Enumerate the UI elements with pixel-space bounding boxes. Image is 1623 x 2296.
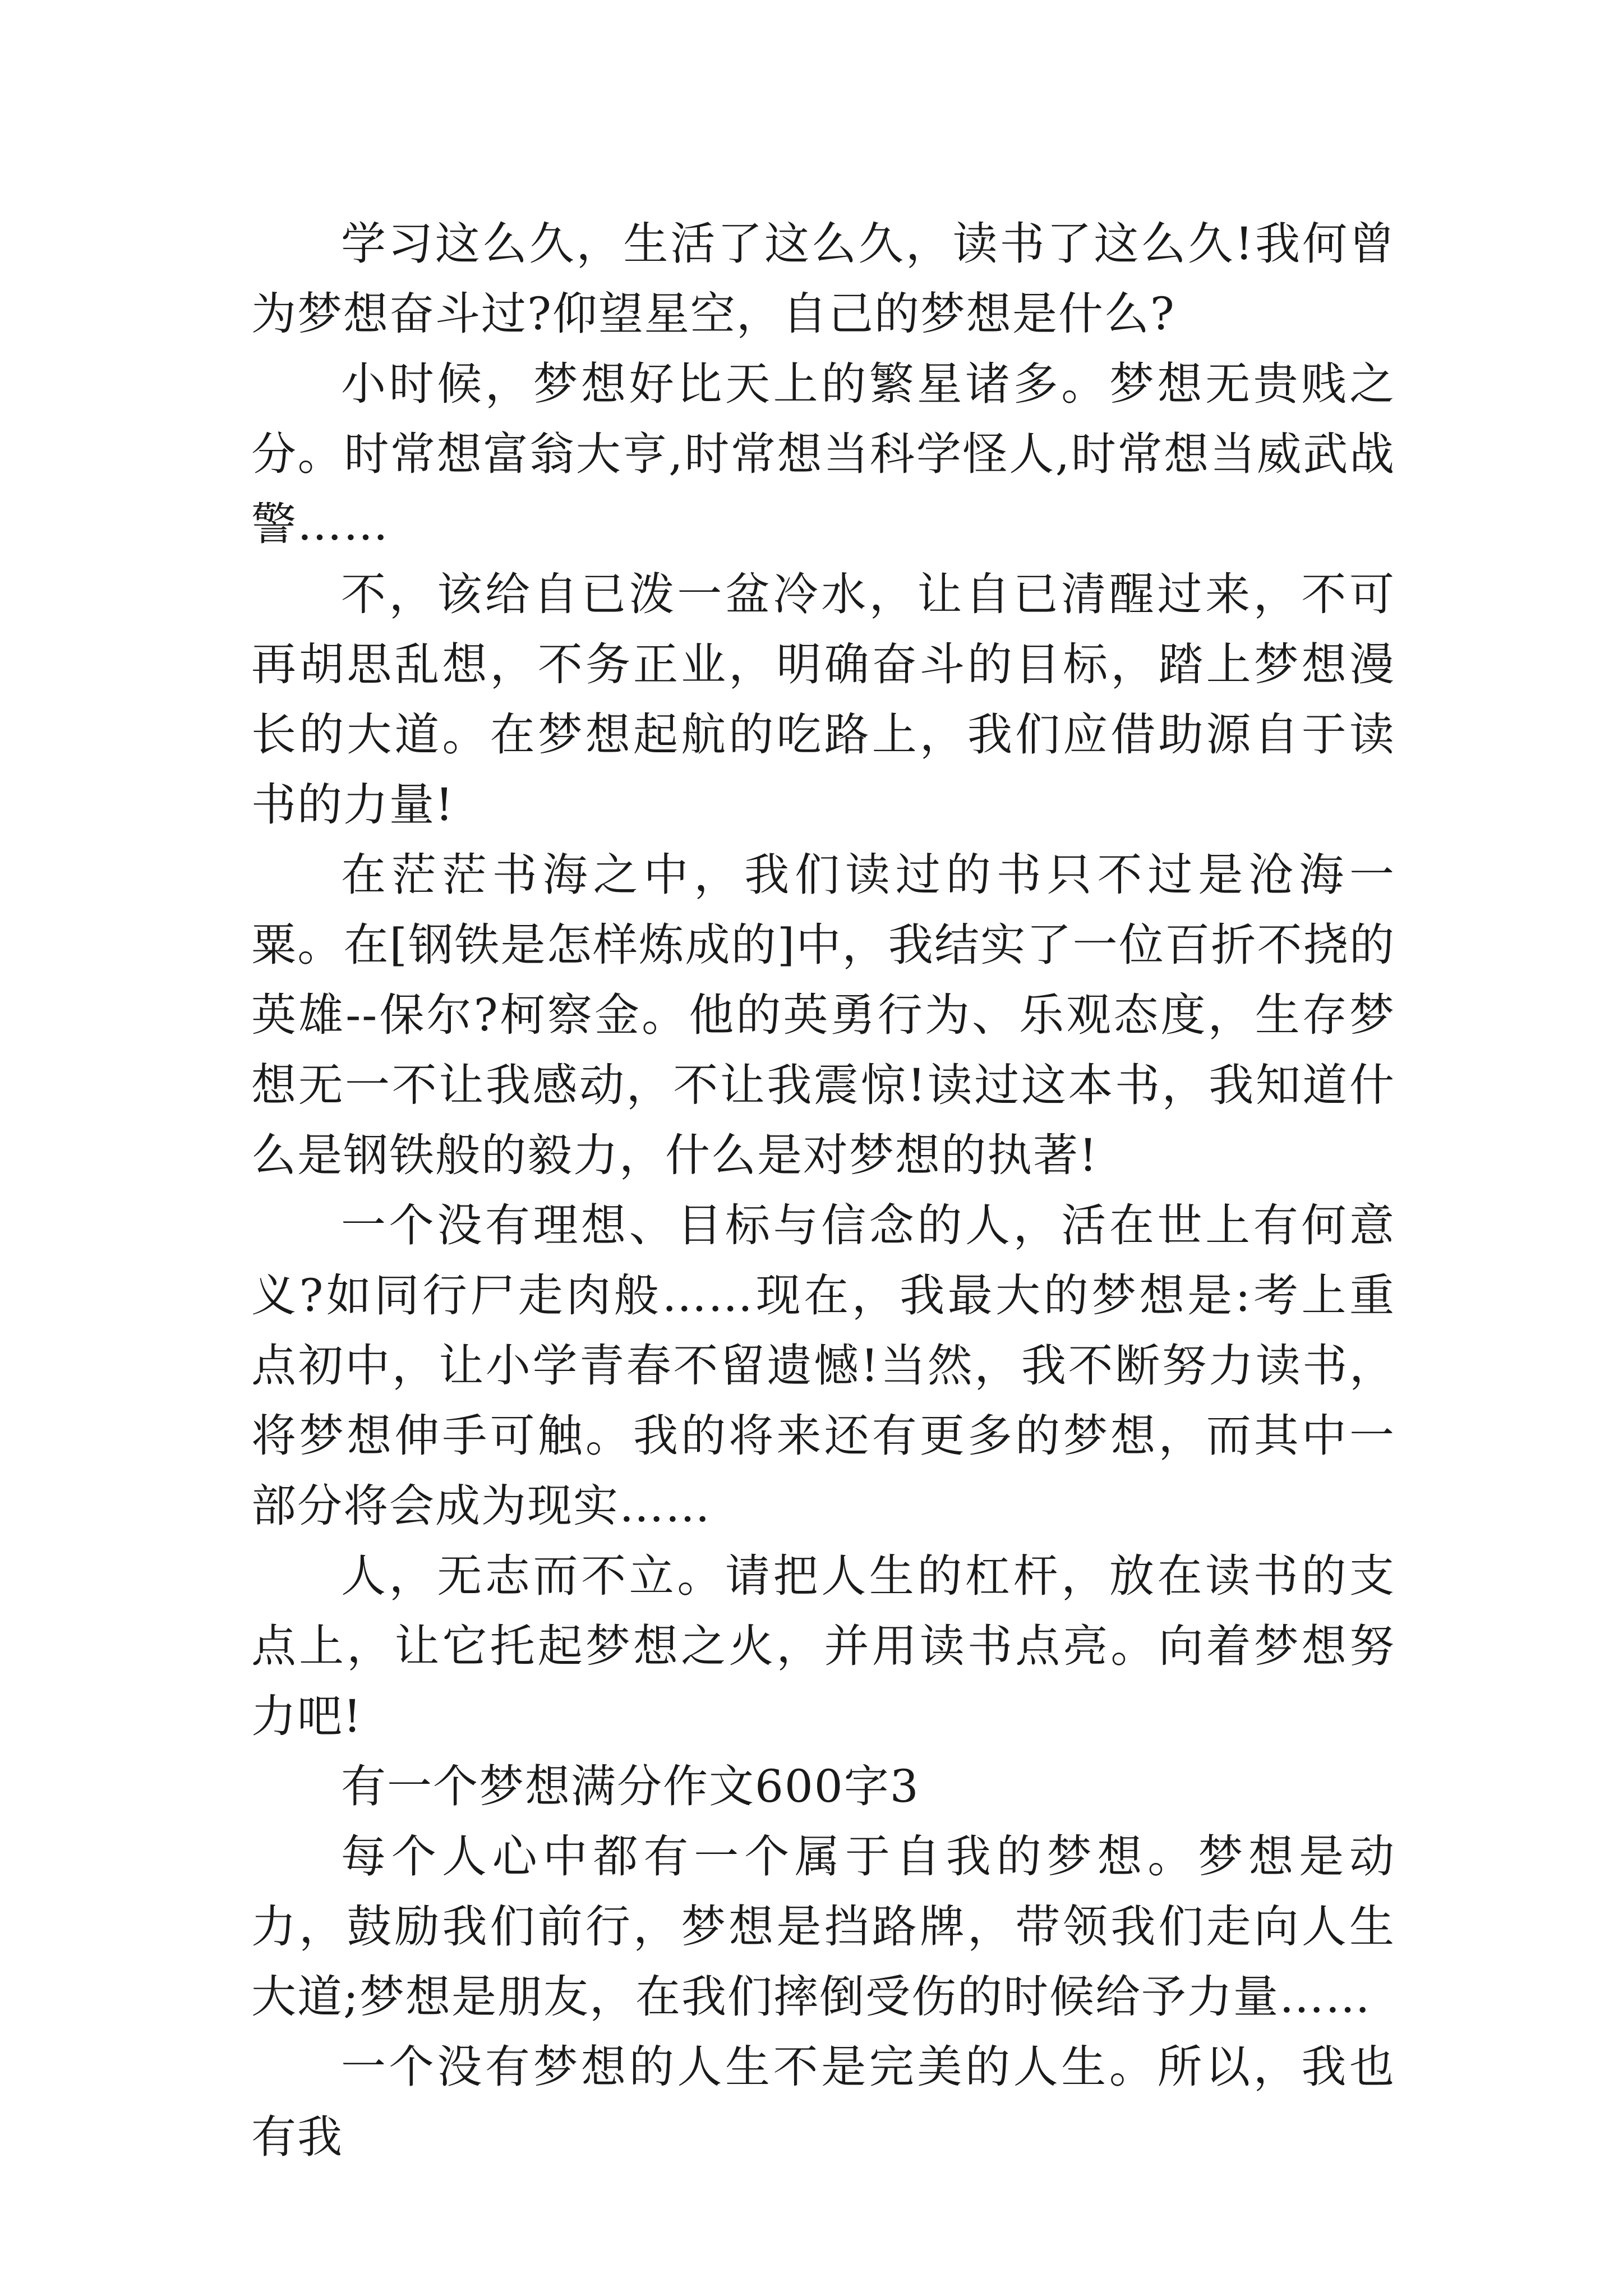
paragraph-3: 不，该给自已泼一盆冷水，让自已清醒过来，不可再胡思乱想，不务正业，明确奋斗的目标，踏上梦想漫长的大道。在梦想起航的吃路上，我们应借助源自于读书的力量! [251, 568, 1395, 831]
document-body [251, 209, 1395, 2172]
paragraph-4: 在茫茫书海之中，我们读过的书只不过是沧海一粟。在[钢铁是怎样炼成的]中，我结实了一位百折不挠的英雄--保尔?柯察金。他的英勇行为、乐观态度，生存梦想无一不让我感动，不让我震惊!读过这本书，我知道什么是钢铁般的毅力，什么是对梦想的执著! [251, 849, 1395, 1181]
paragraph-6: 人，无志而不立。请把人生的杠杆，放在读书的支点上，让它托起梦想之火，并用读书点亮。向着梦想努力吧! [251, 1550, 1395, 1742]
paragraph-1: 学习这么久，生活了这么久，读书了这么久!我何曾为梦想奋斗过?仰望星空，自己的梦想是什么? [251, 218, 1395, 340]
section-heading: 有一个梦想满分作文600字3 [341, 1760, 920, 1812]
paragraph-5: 一个没有理想、目标与信念的人，活在世上有何意义?如同行尸走肉般……现在，我最大的梦想是:考上重点初中，让小学青春不留遗憾!当然，我不断努力读书，将梦想伸手可触。我的将来还有更多的梦想，而其中一部分将会成为现实…… [251, 1199, 1395, 1532]
paragraph-7: 每个人心中都有一个属于自我的梦想。梦想是动力，鼓励我们前行，梦想是挡路牌，带领我们走向人生大道;梦想是朋友，在我们摔倒受伤的时候给予力量…… [251, 1830, 1395, 2023]
paragraph-2: 小时候，梦想好比天上的繁星诸多。梦想无贵贱之分。时常想富翁大亨,时常想当科学怪人,时常想当威武战警…… [251, 358, 1395, 550]
paragraph-8: 一个没有梦想的人生不是完美的人生。所以，我也有我 [251, 2041, 1395, 2163]
